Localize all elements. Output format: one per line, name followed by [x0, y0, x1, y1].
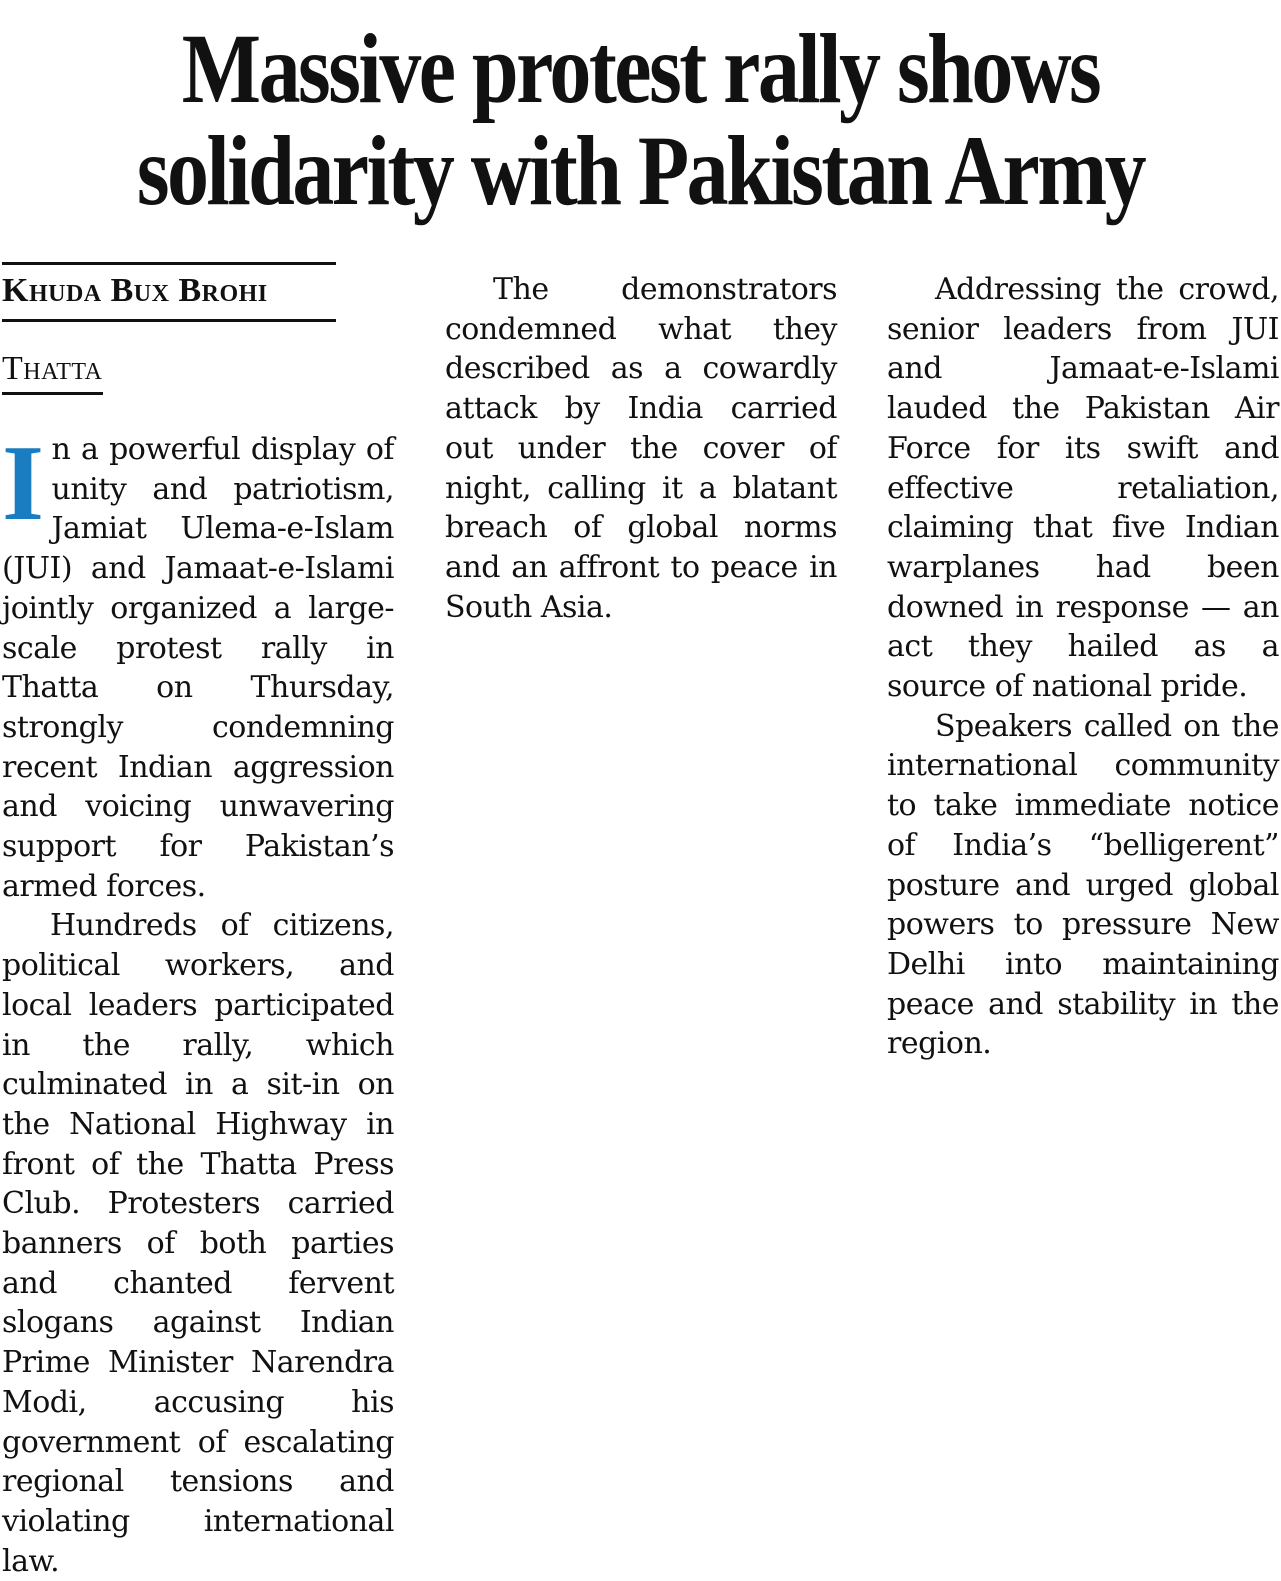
- paragraph-3: [445, 270, 837, 627]
- column-2: [445, 270, 837, 627]
- headline-line-2: solidarity with Pakistan Army: [136, 115, 1145, 226]
- paragraph-1-text: n a powerful display of unity and patriotism, Jamiat Ulema-e-Islam (JUI) and Jamaat-e-Islami jointly organized a large-scale protest rally in Thatta on Thursday, strongly condemning recent Indian aggression and voicing unwavering support for Pakistan’s armed forces.: [2, 432, 394, 904]
- dateline: Thatta: [2, 348, 103, 395]
- paragraph-2: [2, 906, 394, 1581]
- paragraph-1: [2, 424, 394, 906]
- paragraph-5-text: Speakers called on the international community to take immediate notice of India’s “belligerent” posture and urged global powers to pressure New Delhi into maintaining peace and stability in the region.: [887, 708, 1279, 1062]
- paragraph-5: [887, 707, 1279, 1064]
- column-1: [2, 424, 394, 1581]
- paragraph-4: [887, 270, 1279, 707]
- paragraph-2-text: Hundreds of citizens, political workers, and local leaders participated in the rally, which culminated in a sit-in on the National Highway in front of the Thatta Press Club. Protesters carried banners of both parties and chanted fervent slogans against Indian Prime Minister Narendra Modi, accusing his government of escalating regional tensions and violating international law.: [2, 908, 394, 1579]
- paragraph-4-text: Addressing the crowd, senior leaders from JUI and Jamaat-e-Islami lauded the Pakistan Air Force for its swift and effective retaliation, claiming that five Indian warplanes had been downed in response — an act they hailed as a source of national pride.: [887, 272, 1279, 705]
- headline: [102, 13, 1178, 226]
- drop-cap: I: [2, 424, 44, 543]
- paragraph-3-text: The demonstrators condemned what they described as a cowardly attack by India carried out under the cover of night, calling it a blatant breach of global norms and an affront to peace in South Asia.: [445, 272, 837, 625]
- headline-line-1: Massive protest rally shows: [181, 13, 1100, 124]
- byline: Khuda Bux Brohi: [2, 262, 336, 322]
- column-3: [887, 270, 1279, 1064]
